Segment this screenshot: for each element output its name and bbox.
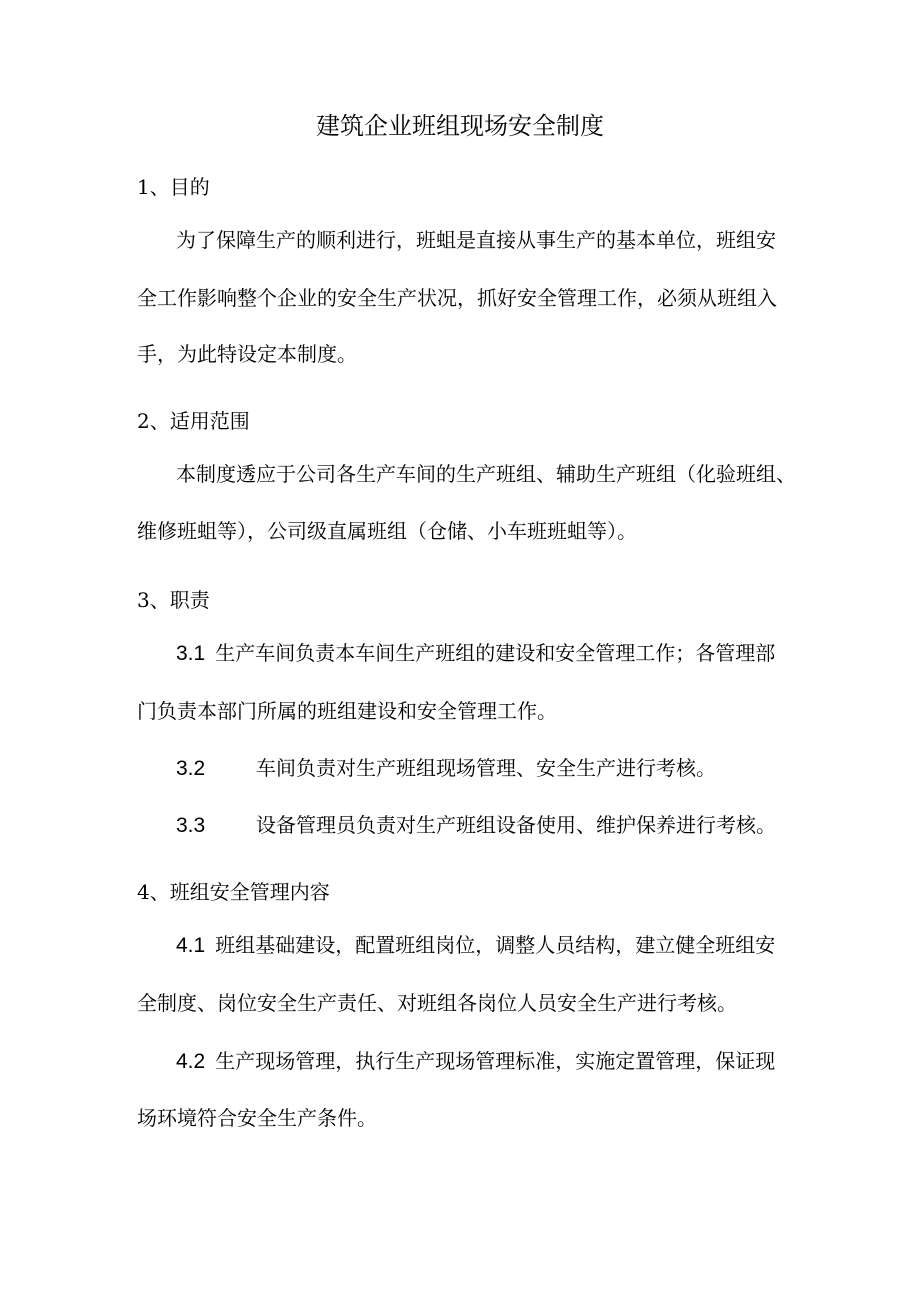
document-title: 建筑企业班组现场安全制度 <box>316 112 604 140</box>
section-4-heading: 4、班组安全管理内容 <box>137 880 330 904</box>
item-3-3-line-1 <box>176 810 776 841</box>
item-4-2-text: 生产现场管理，执行生产现场管理标准，实施定置管理，保证现 <box>215 1049 776 1073</box>
item-4-1-text: 班组基础建设，配置班组岗位，调整人员结构，建立健全班组安 <box>215 933 776 957</box>
item-4-1-line-2: 全制度、岗位安全生产责任、对班组各岗位人员安全生产进行考核。 <box>137 991 737 1015</box>
section-3-heading: 3、职责 <box>137 588 210 612</box>
section-2-line-1: 本制度透应于公司各生产车间的生产班组、辅助生产班组（化验班组、 <box>176 462 796 486</box>
item-3-2-text: 车间负责对生产班组现场管理、安全生产进行考核。 <box>256 756 716 780</box>
item-3-3-text: 设备管理员负责对生产班组设备使用、维护保养进行考核。 <box>256 813 776 837</box>
section-2-heading: 2、适用范围 <box>137 409 250 433</box>
item-4-1-number: 4.1 <box>176 934 206 957</box>
item-4-2-line-1 <box>176 1046 775 1077</box>
item-3-2-number: 3.2 <box>176 757 206 780</box>
section-1-heading: 1、目的 <box>137 175 210 199</box>
section-1-line-1: 为了保障生产的顺利进行，班蛆是直接从事生产的基本单位，班组安 <box>176 228 776 252</box>
item-4-2-line-2: 场环境符合安全生产条件。 <box>137 1106 377 1130</box>
item-3-3-number: 3.3 <box>176 814 206 837</box>
item-4-2-number: 4.2 <box>176 1050 206 1073</box>
item-3-1-number: 3.1 <box>176 642 206 665</box>
item-3-2-line-1 <box>176 753 716 784</box>
item-4-1-line-1 <box>176 930 775 961</box>
item-3-1-text: 生产车间负责本车间生产班组的建设和安全管理工作；各管理部 <box>215 641 776 665</box>
item-3-1-line-1 <box>176 638 775 669</box>
section-2-line-2: 维修班蛆等），公司级直属班组（仓储、小车班班蛆等）。 <box>137 519 637 543</box>
section-1-line-3: 手，为此特设定本制度。 <box>137 342 357 366</box>
item-3-1-line-2: 门负责本部门所属的班组建设和安全管理工作。 <box>137 699 557 723</box>
section-1-line-2: 全工作影响整个企业的安全生产状况，抓好安全管理工作，必须从班组入 <box>137 286 777 310</box>
